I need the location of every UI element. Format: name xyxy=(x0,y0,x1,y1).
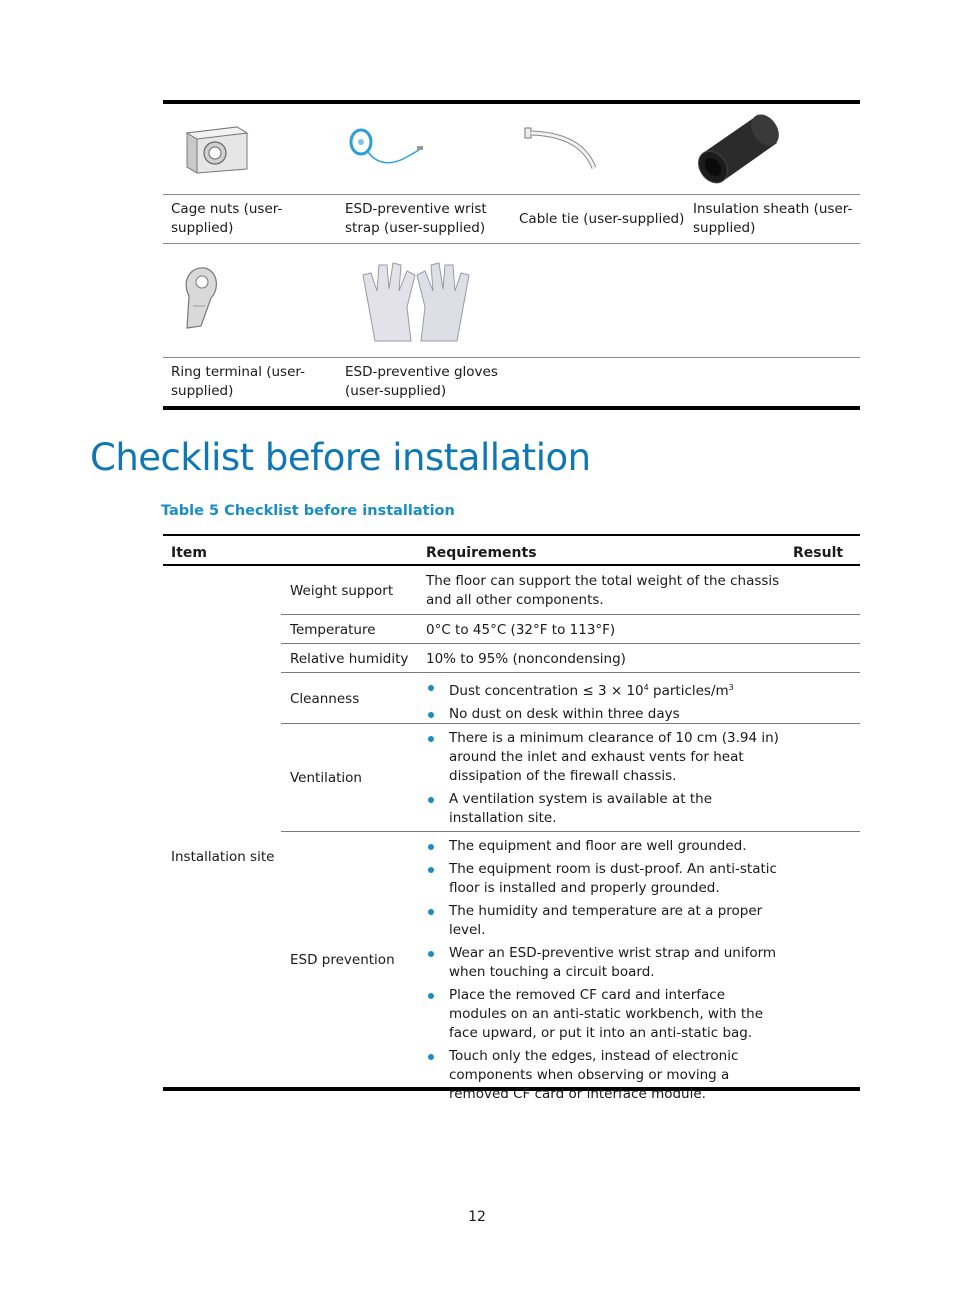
tools-label-row-1 xyxy=(163,195,860,243)
cable-tie-icon xyxy=(511,124,685,174)
list-item: Dust concentration ≤ $3 \times 10^4$ particles/$m^3$ xyxy=(426,678,786,701)
item-installation-site: Installation site xyxy=(171,849,275,865)
tool-label: Cage nuts (user-supplied) xyxy=(171,201,283,236)
wrist-strap-icon xyxy=(337,124,511,174)
tools-image-row-2 xyxy=(163,244,860,357)
requirement-list xyxy=(426,837,786,1108)
requirement-text: 10% to 95% (noncondensing) xyxy=(426,651,626,667)
requirement-text: The floor can support the total weight of the chassis and all other components. xyxy=(426,573,780,608)
tools-table xyxy=(163,100,860,410)
list-item: Place the removed CF card and interface modules on an anti-static workbench, with the face upward, or put it into an anti-static bag. xyxy=(426,986,786,1043)
insulation-sheath-icon xyxy=(685,113,859,185)
tools-label-row-2 xyxy=(163,358,860,406)
row-label: Weight support xyxy=(290,583,394,599)
table-caption: Table 5 Checklist before installation xyxy=(161,503,455,519)
table-header xyxy=(163,536,860,564)
list-item: A ventilation system is available at the installation site. xyxy=(426,790,786,828)
section-title: Checklist before installation xyxy=(90,436,591,479)
requirement-text: 0°C to 45°C (32°F to 113°F) xyxy=(426,622,616,638)
checklist-table xyxy=(163,534,860,1102)
tool-label: ESD-preventive gloves (user-supplied) xyxy=(345,364,498,399)
page-number: 12 xyxy=(468,1209,486,1225)
row-label: Temperature xyxy=(290,622,376,638)
tools-image-row-1 xyxy=(163,104,860,194)
tool-label: Cable tie (user-supplied) xyxy=(519,210,685,227)
table-body xyxy=(163,566,860,1102)
row-label: Ventilation xyxy=(290,770,362,786)
header-item: Item xyxy=(171,545,207,561)
row-label: Cleanness xyxy=(290,691,360,707)
row-label: ESD prevention xyxy=(290,952,395,968)
header-requirements: Requirements xyxy=(426,545,537,561)
list-item: Wear an ESD-preventive wrist strap and uniform when touching a circuit board. xyxy=(426,944,786,982)
list-item: The humidity and temperature are at a proper level. xyxy=(426,902,786,940)
header-result: Result xyxy=(793,545,844,561)
tool-label: Ring terminal (user-supplied) xyxy=(171,364,305,399)
list-item: The equipment and floor are well grounded. xyxy=(426,837,786,856)
list-item: The equipment room is dust-proof. An anti-static floor is installed and properly grounded. xyxy=(426,860,786,898)
cage-nut-icon xyxy=(163,123,337,175)
list-item: No dust on desk within three days xyxy=(426,705,786,724)
list-item: There is a minimum clearance of 10 cm (3.94 in) around the inlet and exhaust vents for heat dissipation of the firewall chassis. xyxy=(426,729,786,786)
row-label: Relative humidity xyxy=(290,651,409,667)
gloves-icon xyxy=(337,257,511,345)
requirement-list xyxy=(426,678,786,728)
tool-label: ESD-preventive wrist strap (user-supplied) xyxy=(345,201,487,236)
list-item: Touch only the edges, instead of electronic components when observing or moving a removed CF card or interface module. xyxy=(426,1047,786,1104)
tool-label: Insulation sheath (user-supplied) xyxy=(693,201,853,236)
requirement-list xyxy=(426,729,786,832)
ring-terminal-icon xyxy=(163,266,337,336)
table-bottom-rule xyxy=(163,406,860,410)
